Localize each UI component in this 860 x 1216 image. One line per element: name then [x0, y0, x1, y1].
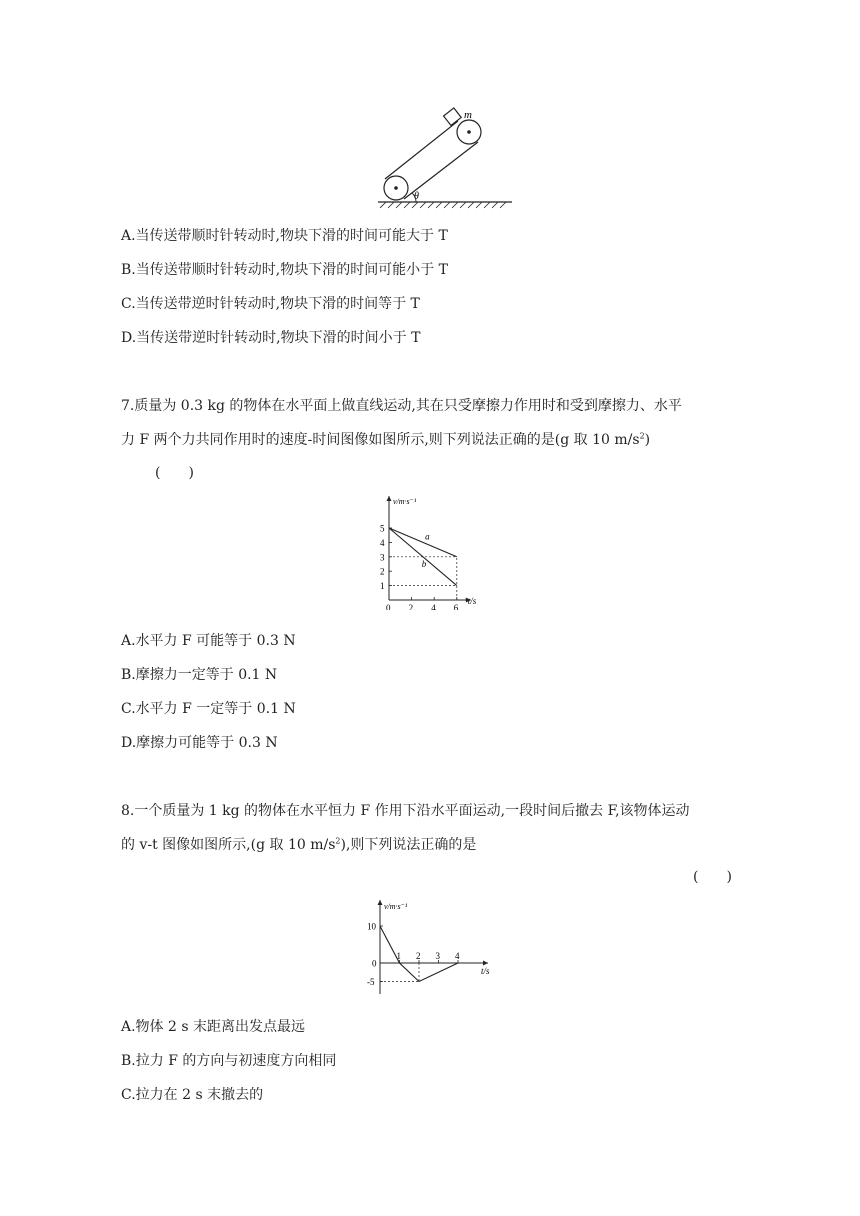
q7-stem-line2: 力 F 两个力共同作用时的速度-时间图像如图所示,则下列说法正确的是(g 取 10 $m/s^2$) [121, 431, 651, 448]
conveyor-belt-figure [372, 104, 522, 214]
x-tick-label: 2 [408, 603, 414, 610]
q6-option-a: A.当传送带顺时针转动时,物块下滑的时间可能大于 T [121, 228, 448, 244]
q7-option-b: B.摩擦力一定等于 0.1 N [121, 667, 278, 683]
q8-option-c: C.拉力在 2 s 末撤去的 [121, 1087, 264, 1103]
q8-option-b: B.拉力 F 的方向与初速度方向相同 [121, 1053, 337, 1069]
series-line-a [389, 528, 457, 557]
y-axis-label: v/m·s⁻¹ [393, 497, 417, 506]
y-tick-label: 0 [372, 958, 377, 969]
upper-pulley-axle [467, 130, 471, 134]
block [444, 108, 462, 125]
y-tick-label: 2 [380, 566, 385, 577]
y-tick-label: 10 [367, 921, 376, 932]
x-tick-label: 3 [435, 951, 440, 961]
x-tick-label: 4 [455, 951, 460, 961]
q8-option-a: A.物体 2 s 末距离出发点最远 [121, 1019, 306, 1035]
y-tick-label: -5 [367, 977, 375, 987]
mass-label: m [464, 109, 472, 121]
q6-option-d: D.当传送带逆时针转动时,物块下滑的时间小于 T [121, 330, 421, 346]
q7-vt-chart [362, 492, 492, 610]
belt-top [385, 121, 458, 179]
x-axis-label: t/s [481, 966, 490, 976]
q6-option-b: B.当传送带顺时针转动时,物块下滑的时间可能小于 T [121, 262, 448, 278]
x-tick-label: 2 [416, 951, 421, 961]
y-axis-arrow [378, 900, 383, 905]
x-tick-label: 6 [453, 603, 459, 610]
series-label-b: b [421, 558, 427, 569]
x-tick-label: 1 [396, 951, 401, 961]
x-tick-label: 0 [386, 603, 391, 610]
q8-stem-line2: 的 v-t 图像如图所示,(g 取 10 $m/s^2$),则下列说法正确的是 [121, 836, 477, 853]
y-tick-label: 1 [380, 581, 385, 592]
y-tick-label: 5 [380, 523, 385, 534]
lower-pulley-axle [394, 186, 398, 190]
y-tick-label: 3 [380, 552, 385, 563]
q6-option-c: C.当传送带逆时针转动时,物块下滑的时间等于 T [121, 296, 420, 312]
y-tick-label: 4 [380, 537, 385, 548]
q8-stem-line1: 8.一个质量为 1 kg 的物体在水平恒力 F 作用下沿水平面运动,一段时间后撤去 F,该物体运动 [121, 803, 690, 819]
q7-stem-line1: 7.质量为 0.3 kg 的物体在水平面上做直线运动,其在只受摩擦力作用时和受到摩擦力、水平 [121, 398, 682, 414]
q7-option-a: A.水平力 F 可能等于 0.3 N [121, 633, 296, 649]
y-axis-arrow [387, 496, 392, 501]
q7-option-c: C.水平力 F 一定等于 0.1 N [121, 701, 296, 717]
ground-hatch [380, 202, 506, 208]
series-label-a: a [425, 531, 430, 542]
y-axis-label: v/m·s⁻¹ [384, 902, 408, 911]
q7-option-d: D.摩擦力可能等于 0.3 N [121, 735, 278, 751]
angle-label: θ [414, 191, 419, 202]
x-axis-label: t/s [467, 596, 477, 606]
q8-answer-bracket: ( ) [693, 869, 732, 885]
x-axis-arrow [483, 961, 488, 966]
x-tick-label: 4 [431, 603, 436, 610]
q7-answer-bracket: ( ) [155, 465, 194, 481]
q8-vt-chart [355, 897, 505, 997]
